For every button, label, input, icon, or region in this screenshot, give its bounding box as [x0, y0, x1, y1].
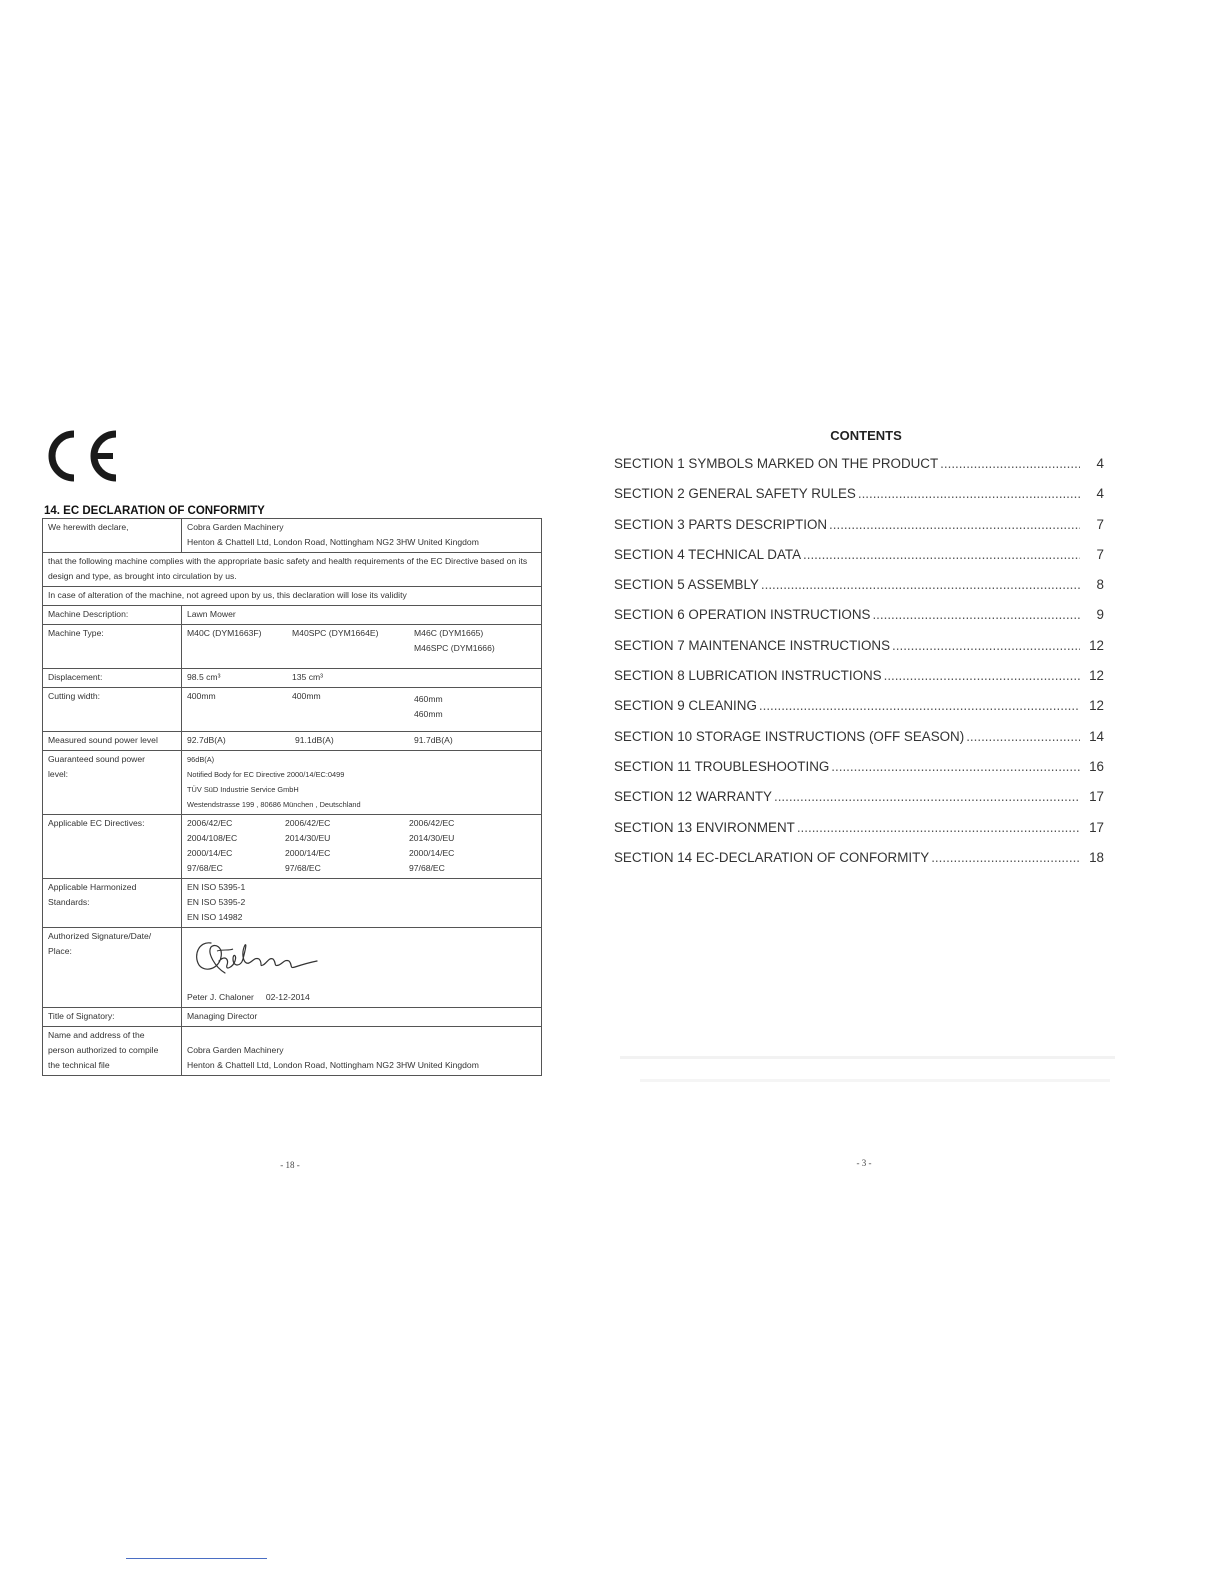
declare-value: [182, 519, 542, 553]
toc-item-page: 4: [1096, 486, 1104, 502]
toc-item-title: SECTION 3 PARTS DESCRIPTION: [614, 516, 828, 532]
toc-leader-dots: [759, 698, 1080, 713]
ce-mark-logo: [44, 428, 120, 484]
directive-item: 97/68/EC: [187, 863, 223, 873]
machine-type-4: M46SPC (DYM1666): [414, 643, 495, 653]
tech-file-value: [182, 1027, 542, 1076]
table-row: [43, 815, 542, 879]
directives-values: [182, 815, 542, 879]
signatory-title-label: Title of Signatory:: [43, 1008, 182, 1027]
toc-item[interactable]: [614, 789, 1104, 819]
cutting-width-3-4: [414, 689, 443, 722]
signature-label: [43, 928, 182, 1008]
signature-label-line1: Authorized Signature/Date/: [48, 931, 152, 941]
cutting-width-values: [182, 688, 542, 732]
toc-item-title: SECTION 7 MAINTENANCE INSTRUCTIONS: [614, 637, 891, 653]
toc-leader-dots: [931, 850, 1080, 865]
displacement-2: 135 cm³: [292, 672, 324, 682]
sound-power-values: [182, 732, 542, 751]
standard-item: EN ISO 5395-1: [187, 882, 246, 892]
cutting-width-label: Cutting width:: [43, 688, 182, 732]
toc-item-page: 17: [1089, 819, 1104, 835]
directives-label: Applicable EC Directives:: [43, 815, 182, 879]
left-page-number: - 18 -: [280, 1160, 300, 1170]
signatory-title-value: Managing Director: [182, 1008, 542, 1027]
table-row: [43, 879, 542, 928]
declare-company: Cobra Garden Machinery: [187, 522, 284, 532]
table-row: [43, 587, 542, 606]
standards-label-line1: Applicable Harmonized: [48, 882, 137, 892]
toc-leader-dots: [797, 820, 1080, 835]
toc-item-title: SECTION 4 TECHNICAL DATA: [614, 546, 802, 562]
machine-description-label: Machine Description:: [43, 606, 182, 625]
toc-item-page: 7: [1096, 516, 1104, 532]
toc-item-page: 4: [1096, 456, 1104, 471]
directive-item: 2006/42/EC: [409, 818, 455, 828]
directive-item: 2006/42/EC: [285, 818, 331, 828]
sound-power-label: Measured sound power level: [43, 732, 182, 751]
displacement-1: 98.5 cm³: [187, 672, 221, 682]
toc-item-title: SECTION 8 LUBRICATION INSTRUCTIONS: [614, 668, 882, 684]
scan-artifact: [640, 1079, 1110, 1082]
toc-item-page: 7: [1096, 546, 1104, 562]
toc-item-page: 12: [1089, 637, 1104, 653]
tech-file-label: [43, 1027, 182, 1076]
bottom-rule: [126, 1558, 267, 1559]
displacement-label: Displacement:: [43, 669, 182, 688]
table-row: [43, 732, 542, 751]
machine-type-2: M40SPC (DYM1664E): [292, 628, 379, 638]
signatory-line: [187, 990, 310, 1005]
guaranteed-sound-value: [182, 751, 542, 815]
directives-col1: [187, 816, 285, 876]
toc-leader-dots: [872, 607, 1080, 622]
standard-item: EN ISO 14982: [187, 912, 243, 922]
machine-description-value: Lawn Mower: [182, 606, 542, 625]
toc-item-page: 16: [1089, 758, 1104, 774]
directives-col2: [285, 816, 409, 876]
toc-item[interactable]: [614, 577, 1104, 607]
toc-item[interactable]: [614, 759, 1104, 789]
table-row: [43, 688, 542, 732]
alteration-statement: In case of alteration of the machine, not agreed upon by us, this declaration will lose its validity: [43, 587, 542, 606]
table-row: [43, 751, 542, 815]
declaration-table: [42, 518, 542, 1076]
table-row: [43, 1027, 542, 1076]
standards-label: [43, 879, 182, 928]
directive-item: 2000/14/EC: [409, 848, 455, 858]
toc-item[interactable]: [614, 607, 1104, 637]
machine-type-1: M40C (DYM1663F): [187, 628, 262, 638]
toc-item-title: SECTION 12 WARRANTY: [614, 789, 772, 805]
declare-label: We herewith declare,: [43, 519, 182, 553]
directive-item: 2004/108/EC: [187, 833, 238, 843]
sound-power-1: 92.7dB(A): [187, 735, 226, 745]
toc-leader-dots: [831, 759, 1080, 774]
scan-artifact: [620, 1056, 1115, 1059]
toc-item[interactable]: [614, 517, 1104, 547]
displacement-values: [182, 669, 542, 688]
tech-file-label-line3: the technical file: [48, 1060, 110, 1070]
table-row: [43, 669, 542, 688]
guaranteed-sound-label: [43, 751, 182, 815]
directive-item: 97/68/EC: [409, 863, 445, 873]
toc-item[interactable]: [614, 486, 1104, 516]
notified-body: Notified Body for EC Directive 2000/14/EC:0499: [187, 770, 345, 779]
toc-item-title: SECTION 2 GENERAL SAFETY RULES: [614, 486, 856, 502]
signature-cell: [182, 928, 542, 1008]
toc-item[interactable]: [614, 547, 1104, 577]
toc-item[interactable]: [614, 729, 1104, 759]
declaration-title: 14. EC DECLARATION OF CONFORMITY: [44, 505, 265, 517]
handwritten-signature: [189, 933, 329, 981]
machine-type-3: M46C (DYM1665): [414, 628, 484, 638]
cutting-width-4: 460mm: [414, 709, 443, 719]
toc-item[interactable]: [614, 668, 1104, 698]
tech-file-label-line2: person authorized to compile: [48, 1045, 159, 1055]
standards-label-line2: Standards:: [48, 897, 90, 907]
toc-item-page: 17: [1089, 789, 1104, 805]
toc-leader-dots: [966, 729, 1080, 744]
guaranteed-label-line2: level:: [48, 769, 69, 779]
toc-leader-dots: [858, 486, 1080, 501]
table-row: [43, 928, 542, 1008]
toc-leader-dots: [774, 789, 1080, 804]
table-row: [43, 553, 542, 587]
toc-item-title: SECTION 5 ASSEMBLY: [614, 577, 759, 593]
cutting-width-1: 400mm: [187, 691, 216, 701]
notified-body-name: TÜV SüD Industrie Service GmbH: [187, 785, 299, 794]
toc-item-page: 18: [1089, 849, 1104, 865]
toc-item-title: SECTION 10 STORAGE INSTRUCTIONS (OFF SEASON): [614, 728, 965, 744]
sound-power-2: 91.1dB(A): [295, 735, 334, 745]
directive-item: 2014/30/EU: [285, 833, 331, 843]
toc-item[interactable]: [614, 820, 1104, 850]
declare-address: Henton & Chattell Ltd, London Road, Nottingham NG2 3HW United Kingdom: [187, 537, 479, 547]
toc-item-title: SECTION 9 CLEANING: [614, 698, 757, 714]
machine-type-label: Machine Type:: [43, 625, 182, 669]
cutting-width-3: 460mm: [414, 694, 443, 704]
sound-power-3: 91.7dB(A): [414, 735, 453, 745]
toc-leader-dots: [940, 456, 1080, 471]
cutting-width-2: 400mm: [292, 691, 321, 701]
directives-col3: [409, 816, 454, 876]
toc-item-title: SECTION 1 SYMBOLS MARKED ON THE PRODUCT: [614, 456, 939, 471]
toc-item-page: 12: [1089, 668, 1104, 684]
toc-item-title: SECTION 6 OPERATION INSTRUCTIONS: [614, 607, 871, 623]
toc-item-title: SECTION 11 TROUBLESHOOTING: [614, 758, 830, 774]
right-page-number: - 3 -: [856, 1158, 872, 1168]
standard-item: EN ISO 5395-2: [187, 897, 246, 907]
signatory-name: Peter J. Chaloner: [187, 992, 254, 1002]
directive-item: 97/68/EC: [285, 863, 321, 873]
toc-leader-dots: [884, 668, 1080, 683]
toc-item-page: 8: [1096, 577, 1104, 593]
tech-file-label-line1: Name and address of the: [48, 1030, 145, 1040]
toc-item-page: 14: [1089, 728, 1104, 744]
table-row: [43, 625, 542, 669]
toc-item[interactable]: [614, 456, 1104, 486]
tech-file-company: Cobra Garden Machinery: [187, 1045, 284, 1055]
directive-item: 2000/14/EC: [285, 848, 331, 858]
toc-item-title: SECTION 14 EC-DECLARATION OF CONFORMITY: [614, 849, 930, 865]
table-of-contents: [614, 456, 1104, 880]
table-row: [43, 606, 542, 625]
toc-item-page: 12: [1089, 698, 1104, 714]
directive-item: 2000/14/EC: [187, 848, 233, 858]
signature-label-line2: Place:: [48, 946, 72, 956]
notified-body-address: Westendstrasse 199 , 80686 München , Deutschland: [187, 800, 361, 809]
standards-values: [182, 879, 542, 928]
guaranteed-label-line1: Guaranteed sound power: [48, 754, 145, 764]
toc-item[interactable]: [614, 698, 1104, 728]
machine-type-values: [182, 625, 542, 669]
signature-date: 02-12-2014: [265, 992, 310, 1002]
toc-leader-dots: [761, 577, 1080, 592]
compliance-statement: that the following machine complies with the appropriate basic safety and health requirements of the EC Directive based on its design and type, as brought into circulation by us.: [43, 553, 542, 587]
toc-item[interactable]: [614, 638, 1104, 668]
toc-item[interactable]: [614, 850, 1104, 880]
tech-file-address: Henton & Chattell Ltd, London Road, Nottingham NG2 3HW United Kingdom: [187, 1060, 479, 1070]
contents-title: CONTENTS: [830, 428, 902, 443]
table-row: [43, 519, 542, 553]
directive-item: 2006/42/EC: [187, 818, 233, 828]
toc-item-title: SECTION 13 ENVIRONMENT: [614, 819, 795, 835]
toc-leader-dots: [829, 517, 1080, 532]
toc-leader-dots: [892, 638, 1080, 653]
machine-type-3-4: [414, 626, 495, 656]
toc-leader-dots: [803, 547, 1080, 562]
directive-item: 2014/30/EU: [409, 833, 455, 843]
guaranteed-value: 96dB(A): [187, 755, 215, 764]
toc-item-page: 9: [1096, 607, 1104, 623]
table-row: [43, 1008, 542, 1027]
